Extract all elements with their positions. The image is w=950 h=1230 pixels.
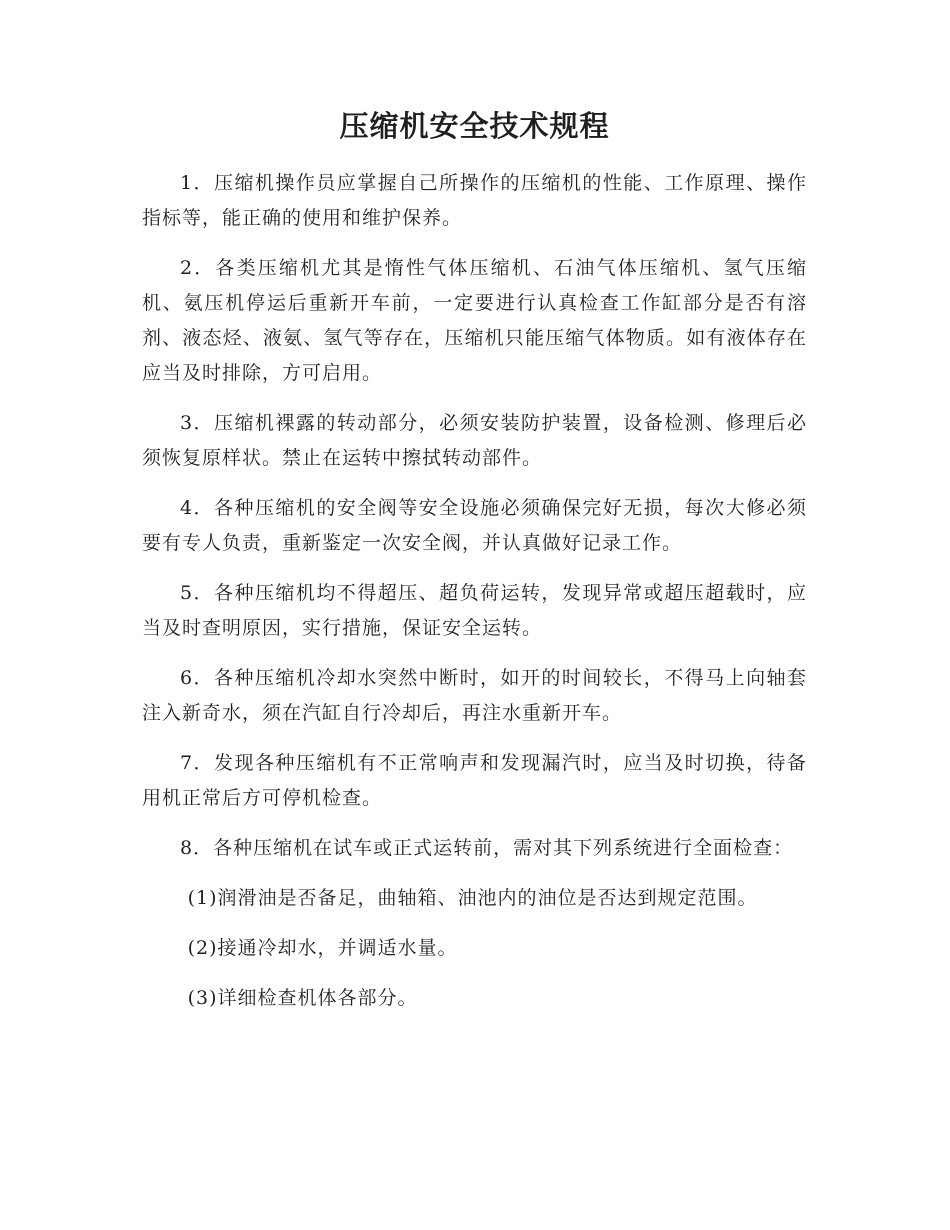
paragraph-5: 5．各种压缩机均不得超压、超负荷运转，发现异常或超压超载时，应当及时查明原因，实行措施，保证安全运转。 [142,581,807,639]
paragraph-4: 4．各种压缩机的安全阀等安全设施必须确保完好无损，每次大修必须要有专人负责，重新鉴定一次安全阀，并认真做好记录工作。 [142,496,807,554]
paragraph-8: 8．各种压缩机在试车或正式运转前，需对其下列系统进行全面检查： [180,836,794,859]
paragraph-3: 3．压缩机裸露的转动部分，必须安装防护装置，设备检测、修理后必须恢复原样状。禁止在运转中擦拭转动部件。 [142,411,807,469]
paragraph-7: 7．发现各种压缩机有不正常响声和发现漏汽时，应当及时切换，待备用机正常后方可停机检查。 [142,751,807,809]
sub-item-2: (2)接通冷却水，并调适水量。 [187,936,458,959]
document-title: 压缩机安全技术规程 [339,109,610,143]
paragraph-6: 6．各种压缩机冷却水突然中断时，如开的时间较长，不得马上向轴套注入新奇水，须在汽缸自行冷却后，再注水重新开车。 [142,666,807,724]
paragraph-2: 2．各类压缩机尤其是惰性气体压缩机、石油气体压缩机、氢气压缩机、氨压机停运后重新开车前，一定要进行认真检查工作缸部分是否有溶剂、液态烃、液氨、氢气等存在，压缩机只能压缩气体物质。如有液体存在应当及时排除，方可启用。 [142,256,807,384]
sub-item-3: (3)详细检查机体各部分。 [187,986,418,1009]
document-page [142,108,807,1031]
sub-item-1: (1)润滑油是否备足，曲轴箱、油池内的油位是否达到规定范围。 [187,886,758,909]
paragraph-1: 1．压缩机操作员应掌握自己所操作的压缩机的性能、工作原理、操作指标等，能正确的使用和维护保养。 [142,171,807,229]
